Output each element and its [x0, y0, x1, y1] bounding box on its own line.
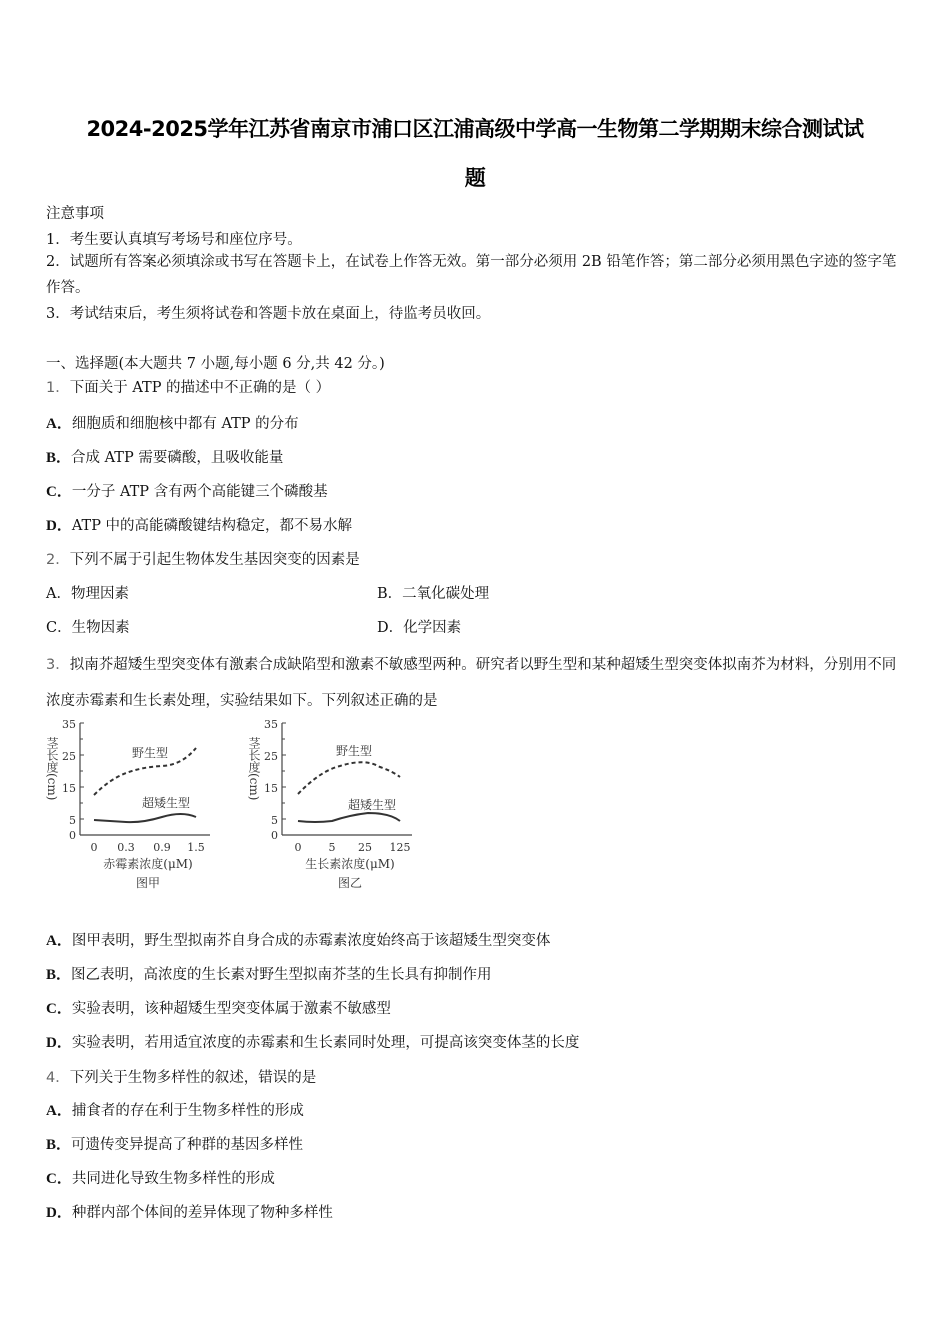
chart-figure-yi	[240, 715, 430, 895]
option-letter: D．	[46, 1035, 72, 1051]
option-text: 共同进化导致生物多样性的形成	[71, 1171, 275, 1187]
q2-option-c[interactable]	[46, 616, 130, 637]
svg-text:0: 0	[69, 829, 76, 842]
x-axis	[282, 835, 412, 871]
option-letter: A．	[46, 1103, 72, 1119]
q1-option-d[interactable]	[46, 514, 352, 535]
q4-option-d[interactable]	[46, 1201, 333, 1222]
svg-text:0.3: 0.3	[117, 841, 135, 854]
x-axis	[80, 835, 210, 871]
option-text: 细胞质和细胞核中都有 ATP 的分布	[71, 416, 299, 432]
q3-option-b[interactable]	[46, 963, 492, 984]
option-letter: B．	[46, 450, 72, 466]
svg-text:0: 0	[90, 841, 98, 854]
option-letter: B．	[46, 967, 72, 983]
svg-text:125: 125	[389, 841, 411, 854]
document-title: 2024-2025学年江苏省南京市浦口区江浦高级中学高一生物第二学期期末综合测试试	[86, 117, 864, 141]
option-letter: A．	[46, 933, 72, 949]
section-heading: 一、选择题(本大题共 7 小题,每小题 6 分,共 42 分。)	[46, 356, 385, 372]
notice-item-2: 2．试题所有答案必须填涂或书写在答题卡上，在试卷上作答无效。第一部分必须用 2B 铅笔作答；第二部分必须用黑色字迹的签字笔作答。	[46, 254, 897, 296]
question-text: 下面关于 ATP 的描述中不正确的是（ ）	[69, 380, 331, 396]
y-axis	[264, 718, 286, 842]
option-text: 实验表明，若用适宜浓度的赤霉素和生长素同时处理，可提高该突变体茎的长度	[71, 1035, 580, 1051]
question-text: 下列不属于引起生物体发生基因突变的因素是	[69, 552, 360, 568]
option-letter: A．	[46, 586, 71, 602]
notice-heading: 注意事项	[46, 206, 104, 222]
q2-option-b[interactable]	[377, 582, 489, 603]
option-text: 捕食者的存在利于生物多样性的形成	[71, 1103, 304, 1119]
x-axis-label: 赤霉素浓度(μM)	[103, 857, 193, 871]
q3-option-d[interactable]	[46, 1031, 579, 1052]
option-text: 物理因素	[70, 586, 129, 602]
svg-text:5: 5	[271, 814, 278, 827]
option-letter: C．	[46, 1001, 72, 1017]
q1-option-b[interactable]	[46, 446, 283, 467]
option-text: ATP 中的高能磷酸键结构稳定，都不易水解	[71, 518, 353, 534]
svg-text:25: 25	[264, 750, 278, 763]
option-text: 化学因素	[403, 620, 462, 636]
q2-option-a[interactable]	[46, 582, 129, 603]
x-axis-label: 生长素浓度(μM)	[305, 857, 395, 871]
question-text: 下列关于生物多样性的叙述，错误的是	[69, 1070, 317, 1086]
chart-figure-jia	[40, 715, 240, 895]
q2-option-d[interactable]	[377, 616, 461, 637]
legend-dwarf: 超矮生型	[142, 796, 191, 810]
option-text: 种群内部个体间的差异体现了物种多样性	[71, 1205, 333, 1221]
svg-text:5: 5	[328, 841, 336, 854]
question-4-stem	[46, 1066, 316, 1087]
svg-text:15: 15	[62, 782, 76, 795]
option-text: 合成 ATP 需要磷酸，且吸收能量	[71, 450, 284, 466]
q3-option-a[interactable]	[46, 929, 550, 950]
option-text: 可遗传变异提高了种群的基因多样性	[71, 1137, 304, 1153]
option-text: 一分子 ATP 含有两个高能键三个磷酸基	[71, 484, 328, 500]
series-dwarf	[298, 813, 400, 822]
option-letter: D．	[377, 620, 404, 636]
option-letter: C．	[46, 1171, 72, 1187]
option-letter: D．	[46, 1205, 72, 1221]
y-axis-label: 茎长度(cm)	[247, 737, 261, 801]
svg-text:0: 0	[271, 829, 278, 842]
legend-dwarf: 超矮生型	[348, 798, 397, 812]
option-text: 图甲表明，野生型拟南芥自身合成的赤霉素浓度始终高于该超矮生型突变体	[71, 933, 551, 949]
legend-wild-type: 野生型	[336, 744, 373, 758]
svg-text:35: 35	[62, 718, 76, 731]
option-letter: C．	[46, 620, 72, 636]
svg-text:25: 25	[62, 750, 76, 763]
chart-caption: 图甲	[135, 876, 161, 890]
option-letter: D．	[46, 518, 72, 534]
question-number: 2．	[46, 552, 70, 568]
option-letter: B．	[377, 586, 403, 602]
question-2-stem	[46, 548, 360, 569]
svg-text:5: 5	[69, 814, 76, 827]
notice-item-1: 1．考生要认真填写考场号和座位序号。	[46, 232, 302, 248]
y-axis	[62, 718, 84, 842]
option-text: 图乙表明，高浓度的生长素对野生型拟南芥茎的生长具有抑制作用	[71, 967, 492, 983]
question-text: 拟南芥超矮生型突变体有激素合成缺陷型和激素不敏感型两种。研究者以野生型和某种超矮生型突变体拟南芥为材料，分别用不同浓度赤霉素和生长素处理，实验结果如下。下列叙述正确的是	[46, 657, 897, 709]
option-text: 生物因素	[71, 620, 130, 636]
series-wild-type	[298, 762, 400, 794]
question-number: 4．	[46, 1070, 70, 1086]
chart-caption: 图乙	[337, 876, 363, 890]
q4-option-a[interactable]	[46, 1099, 304, 1120]
svg-text:0.9: 0.9	[153, 841, 171, 854]
question-3-stem	[46, 647, 906, 719]
svg-text:25: 25	[358, 841, 372, 854]
option-text: 实验表明，该种超矮生型突变体属于激素不敏感型	[71, 1001, 391, 1017]
svg-text:0: 0	[294, 841, 302, 854]
q4-option-c[interactable]	[46, 1167, 275, 1188]
q4-option-b[interactable]	[46, 1133, 303, 1154]
option-text: 二氧化碳处理	[402, 586, 490, 602]
svg-text:35: 35	[264, 718, 278, 731]
q1-option-a[interactable]	[46, 412, 299, 433]
q3-option-c[interactable]	[46, 997, 391, 1018]
option-letter: A．	[46, 416, 72, 432]
legend-wild-type: 野生型	[132, 746, 169, 760]
notice-item-3: 3．考试结束后，考生须将试卷和答题卡放在桌面上，待监考员收回。	[46, 306, 491, 322]
option-letter: C．	[46, 484, 72, 500]
series-dwarf	[94, 814, 196, 822]
question-number: 3．	[46, 657, 70, 673]
question-number: 1．	[46, 380, 70, 396]
svg-text:1.5: 1.5	[187, 841, 205, 854]
q1-option-c[interactable]	[46, 480, 328, 501]
document-title-continued: 题	[464, 166, 486, 190]
svg-text:15: 15	[264, 782, 278, 795]
option-letter: B．	[46, 1137, 72, 1153]
y-axis-label: 茎长度(cm)	[45, 737, 59, 801]
question-1-stem	[46, 376, 330, 397]
